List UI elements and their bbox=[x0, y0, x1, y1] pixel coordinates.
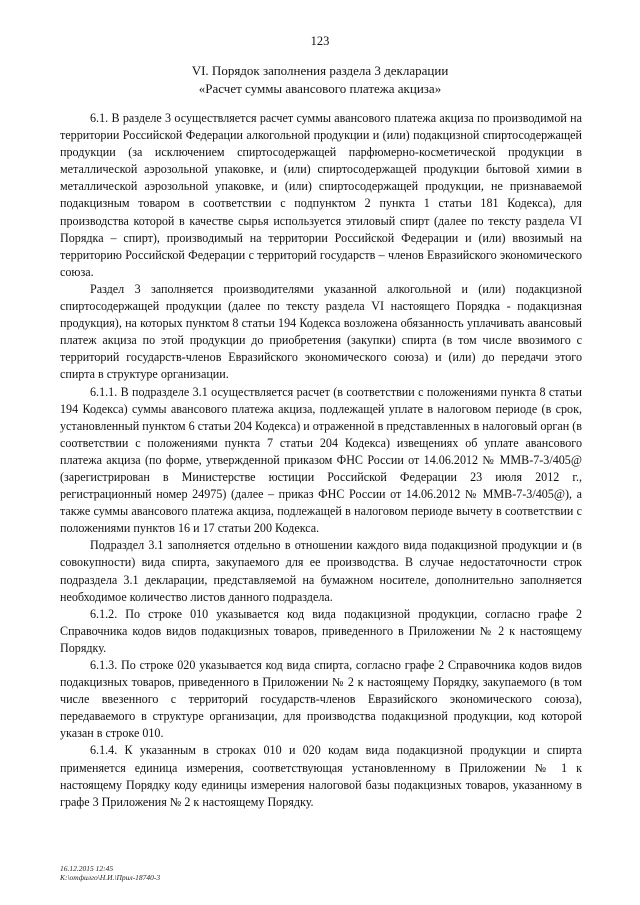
paragraph-6-1-1: 6.1.1. В подразделе 3.1 осуществляется расчет (в соответствии с положениями пункта 8 статьи 194 Кодекса) суммы авансового платежа акциза, подлежащей уплате в налоговом периоде (в срок, установленный пунктом 6 статьи 204 Кодекса) и отраженной в представленных в налоговый орган (в соответствии с положениями пункта 7 статьи 204 Кодекса) извещениях об уплате авансового платежа акциза (по форме, утвержденной приказом ФНС России от 14.06.2012 № ММВ-7-3/405@ (зарегистрирован в Министерстве юстиции Российской Федерации 23 июля 2012 г., регистрационный номер 24975) (далее – приказ ФНС России от 14.06.2012 № ММВ-7-3/405@), а также суммы авансового платежа акциза, подлежащей в налоговом периоде вычету в соответствии с положениями пунктов 16 и 17 статьи 200 Кодекса. bbox=[60, 384, 582, 536]
document-body bbox=[60, 110, 582, 811]
page-number: 123 bbox=[310, 34, 330, 48]
section-heading-line-2: «Расчет суммы авансового платежа акциза» bbox=[198, 81, 442, 96]
paragraph-6-1-2: 6.1.2. По строке 010 указывается код вида подакцизной продукции, согласно графе 2 Справочника кодов видов подакцизных товаров, приведенного в Приложении № 2 к настоящему Порядку. bbox=[60, 606, 582, 655]
paragraph-subsection-3-1: Подраздел 3.1 заполняется отдельно в отношении каждого вида подакцизной продукции и (в совокупности) вида спирта, закупаемого для ее производства. В случае недостаточности строк подраздела 3.1 декларации, представляемой на бумажном носителе, дополнительно заполняется необходимое количество листов данного подраздела. bbox=[60, 538, 582, 604]
paragraph-section-3-scope: Раздел 3 заполняется производителями указанной алкогольной и (или) подакцизной спиртосодержащей продукции (далее по тексту раздела VI настоящего Порядка - подакцизная продукция), на которых пунктом 8 статьи 194 Кодекса возложена обязанность уплачивать авансовый платеж акциза по этой продукции до приобретения (закупки) спирта (в том числе ввозимого с территорий государств-членов Евразийского экономического союза) и (или) до передачи этого спирта в структуре организации. bbox=[60, 281, 582, 382]
footer-timestamp: 16.12.2015 12:45 bbox=[60, 864, 114, 873]
paragraph-6-1: 6.1. В разделе 3 осуществляется расчет суммы авансового платежа акциза по производимой на территории Российской Федерации алкогольной продукции и (или) подакцизной спиртосодержащей продукции (за исключением спиртосодержащей парфюмерно-косметической продукции в металлической аэрозольной упаковке, и (или) спиртосодержащей продукции бытовой химии в металлической аэрозольной упаковке, и (или) спиртосодержащей продукции, не признаваемой подакцизным товаром в соответствии с подпунктом 2 пункта 1 статьи 181 Кодекса), для производства которой в качестве сырья используется этиловый спирт (далее по тексту раздела VI Порядка – спирт), производимый на территории Российской Федерации и (или) ввозимый на территорию Российской Федерации с территорий государств – членов Евразийского экономического союза. bbox=[60, 111, 582, 279]
document-footer bbox=[60, 864, 160, 882]
section-heading bbox=[60, 62, 580, 98]
footer-file-path: К:\отфилго\Н.И.\Прил-18740-3 bbox=[60, 873, 161, 882]
section-heading-line-1: VI. Порядок заполнения раздела 3 декларации bbox=[191, 63, 449, 78]
paragraph-6-1-3: 6.1.3. По строке 020 указывается код вида спирта, согласно графе 2 Справочника кодов видов подакцизных товаров, приведенного в Приложении № 2 к настоящему Порядку, закупаемого (в том числе ввезенного с территорий государств-членов Евразийского экономического союза), передаваемого в структуре организации, для производства подакцизной продукции, код которой указан в строке 010. bbox=[60, 658, 582, 741]
paragraph-6-1-4: 6.1.4. К указанным в строках 010 и 020 кодам вида подакцизной продукции и спирта применяется единица измерения, соответствующая установленному в Приложении № 1 к настоящему Порядку коду единицы измерения налоговой базы подакцизных товаров, указанному в графе 3 Приложения № 2 к настоящему Порядку. bbox=[60, 743, 582, 809]
